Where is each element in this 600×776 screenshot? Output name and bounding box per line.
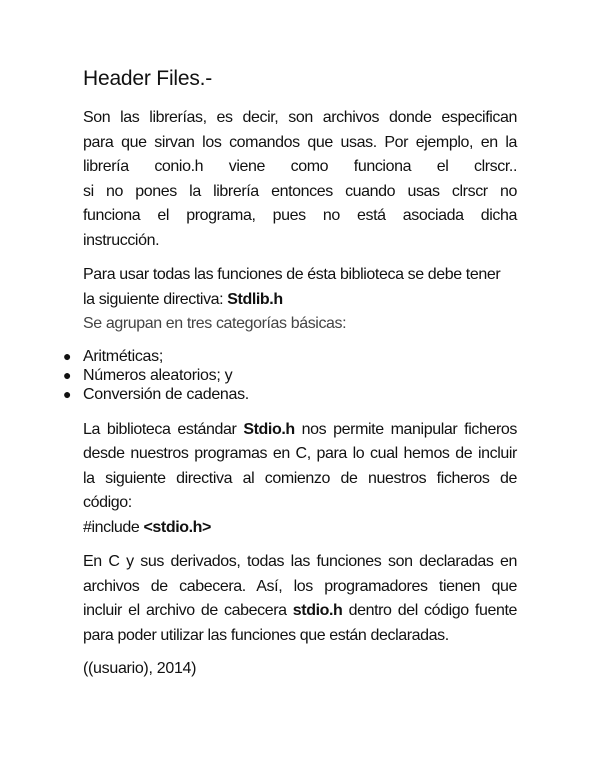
list-item-label: Conversión de cadenas.: [83, 385, 249, 403]
paragraph-line: la siguiente directiva al comienzo de nuestros ficheros de: [83, 469, 517, 487]
list-item-label: Números aleatorios; y: [83, 366, 233, 384]
text-run: nos permite manipular ficheros: [294, 420, 517, 438]
paragraph-line: instrucción.: [83, 231, 160, 249]
bullet-icon: ●: [63, 347, 72, 364]
text-run: #include: [83, 518, 144, 536]
bullet-icon: ●: [63, 366, 72, 383]
include-header: <stdio.h>: [143, 518, 211, 536]
paragraph-line: [83, 418, 517, 443]
paragraph-line: funciona el programa, pues no está asociada dicha: [83, 207, 517, 224]
paragraph-line: desde nuestros programas en C, para lo cual hemos de incluir: [83, 445, 517, 462]
paragraph-line: [83, 599, 517, 624]
include-directive: [83, 516, 517, 541]
paragraph-line: Son las librerías, es decir, son archivos donde especifican: [83, 109, 517, 126]
paragraph-line: para que sirvan los comandos que usas. Por ejemplo, en la: [83, 133, 517, 151]
section-heading: Header Files.-: [83, 67, 213, 90]
paragraph-line: para poder utilizar las funciones que están declaradas.: [83, 626, 449, 644]
paragraph-line: Para usar todas las funciones de ésta biblioteca se debe tener: [83, 266, 501, 283]
list-item: [63, 385, 517, 404]
text-run: La biblioteca estándar: [83, 420, 244, 438]
stdio-keyword: Stdio.h: [243, 420, 295, 438]
paragraph-line: si no pones la librería entonces cuando usas clrscr no: [83, 182, 517, 200]
paragraph-line: librería conio.h viene como funciona el clrscr..: [83, 158, 517, 175]
list-item: [63, 347, 517, 366]
categories-intro: Se agrupan en tres categorías básicas:: [83, 315, 347, 332]
list-item: [63, 366, 517, 385]
document-page: [63, 66, 517, 680]
paragraph-line: [83, 288, 517, 313]
paragraph-cabecera: [83, 550, 517, 648]
stdio-keyword: stdio.h: [292, 602, 343, 619]
citation: ((usuario), 2014): [83, 660, 197, 677]
list-item-label: Aritméticas;: [83, 347, 163, 365]
text-run: dentro del código fuente: [342, 602, 517, 619]
paragraph-line: En C y sus derivados, todas las funciones son declaradas en: [83, 553, 517, 570]
stdlib-keyword: Stdlib.h: [227, 290, 283, 308]
categories-list: [63, 347, 517, 404]
paragraph-line: archivos de cabecera. Así, los programadores tienen que: [83, 577, 517, 595]
directive-text: la siguiente directiva:: [83, 290, 228, 308]
paragraph-librerias: [83, 106, 517, 253]
paragraph-line: código:: [83, 494, 132, 511]
bullet-icon: ●: [63, 385, 72, 402]
paragraph-stdio: [83, 418, 517, 541]
text-run: incluir el archivo de cabecera: [83, 602, 293, 619]
paragraph-stdlib: [83, 263, 517, 337]
